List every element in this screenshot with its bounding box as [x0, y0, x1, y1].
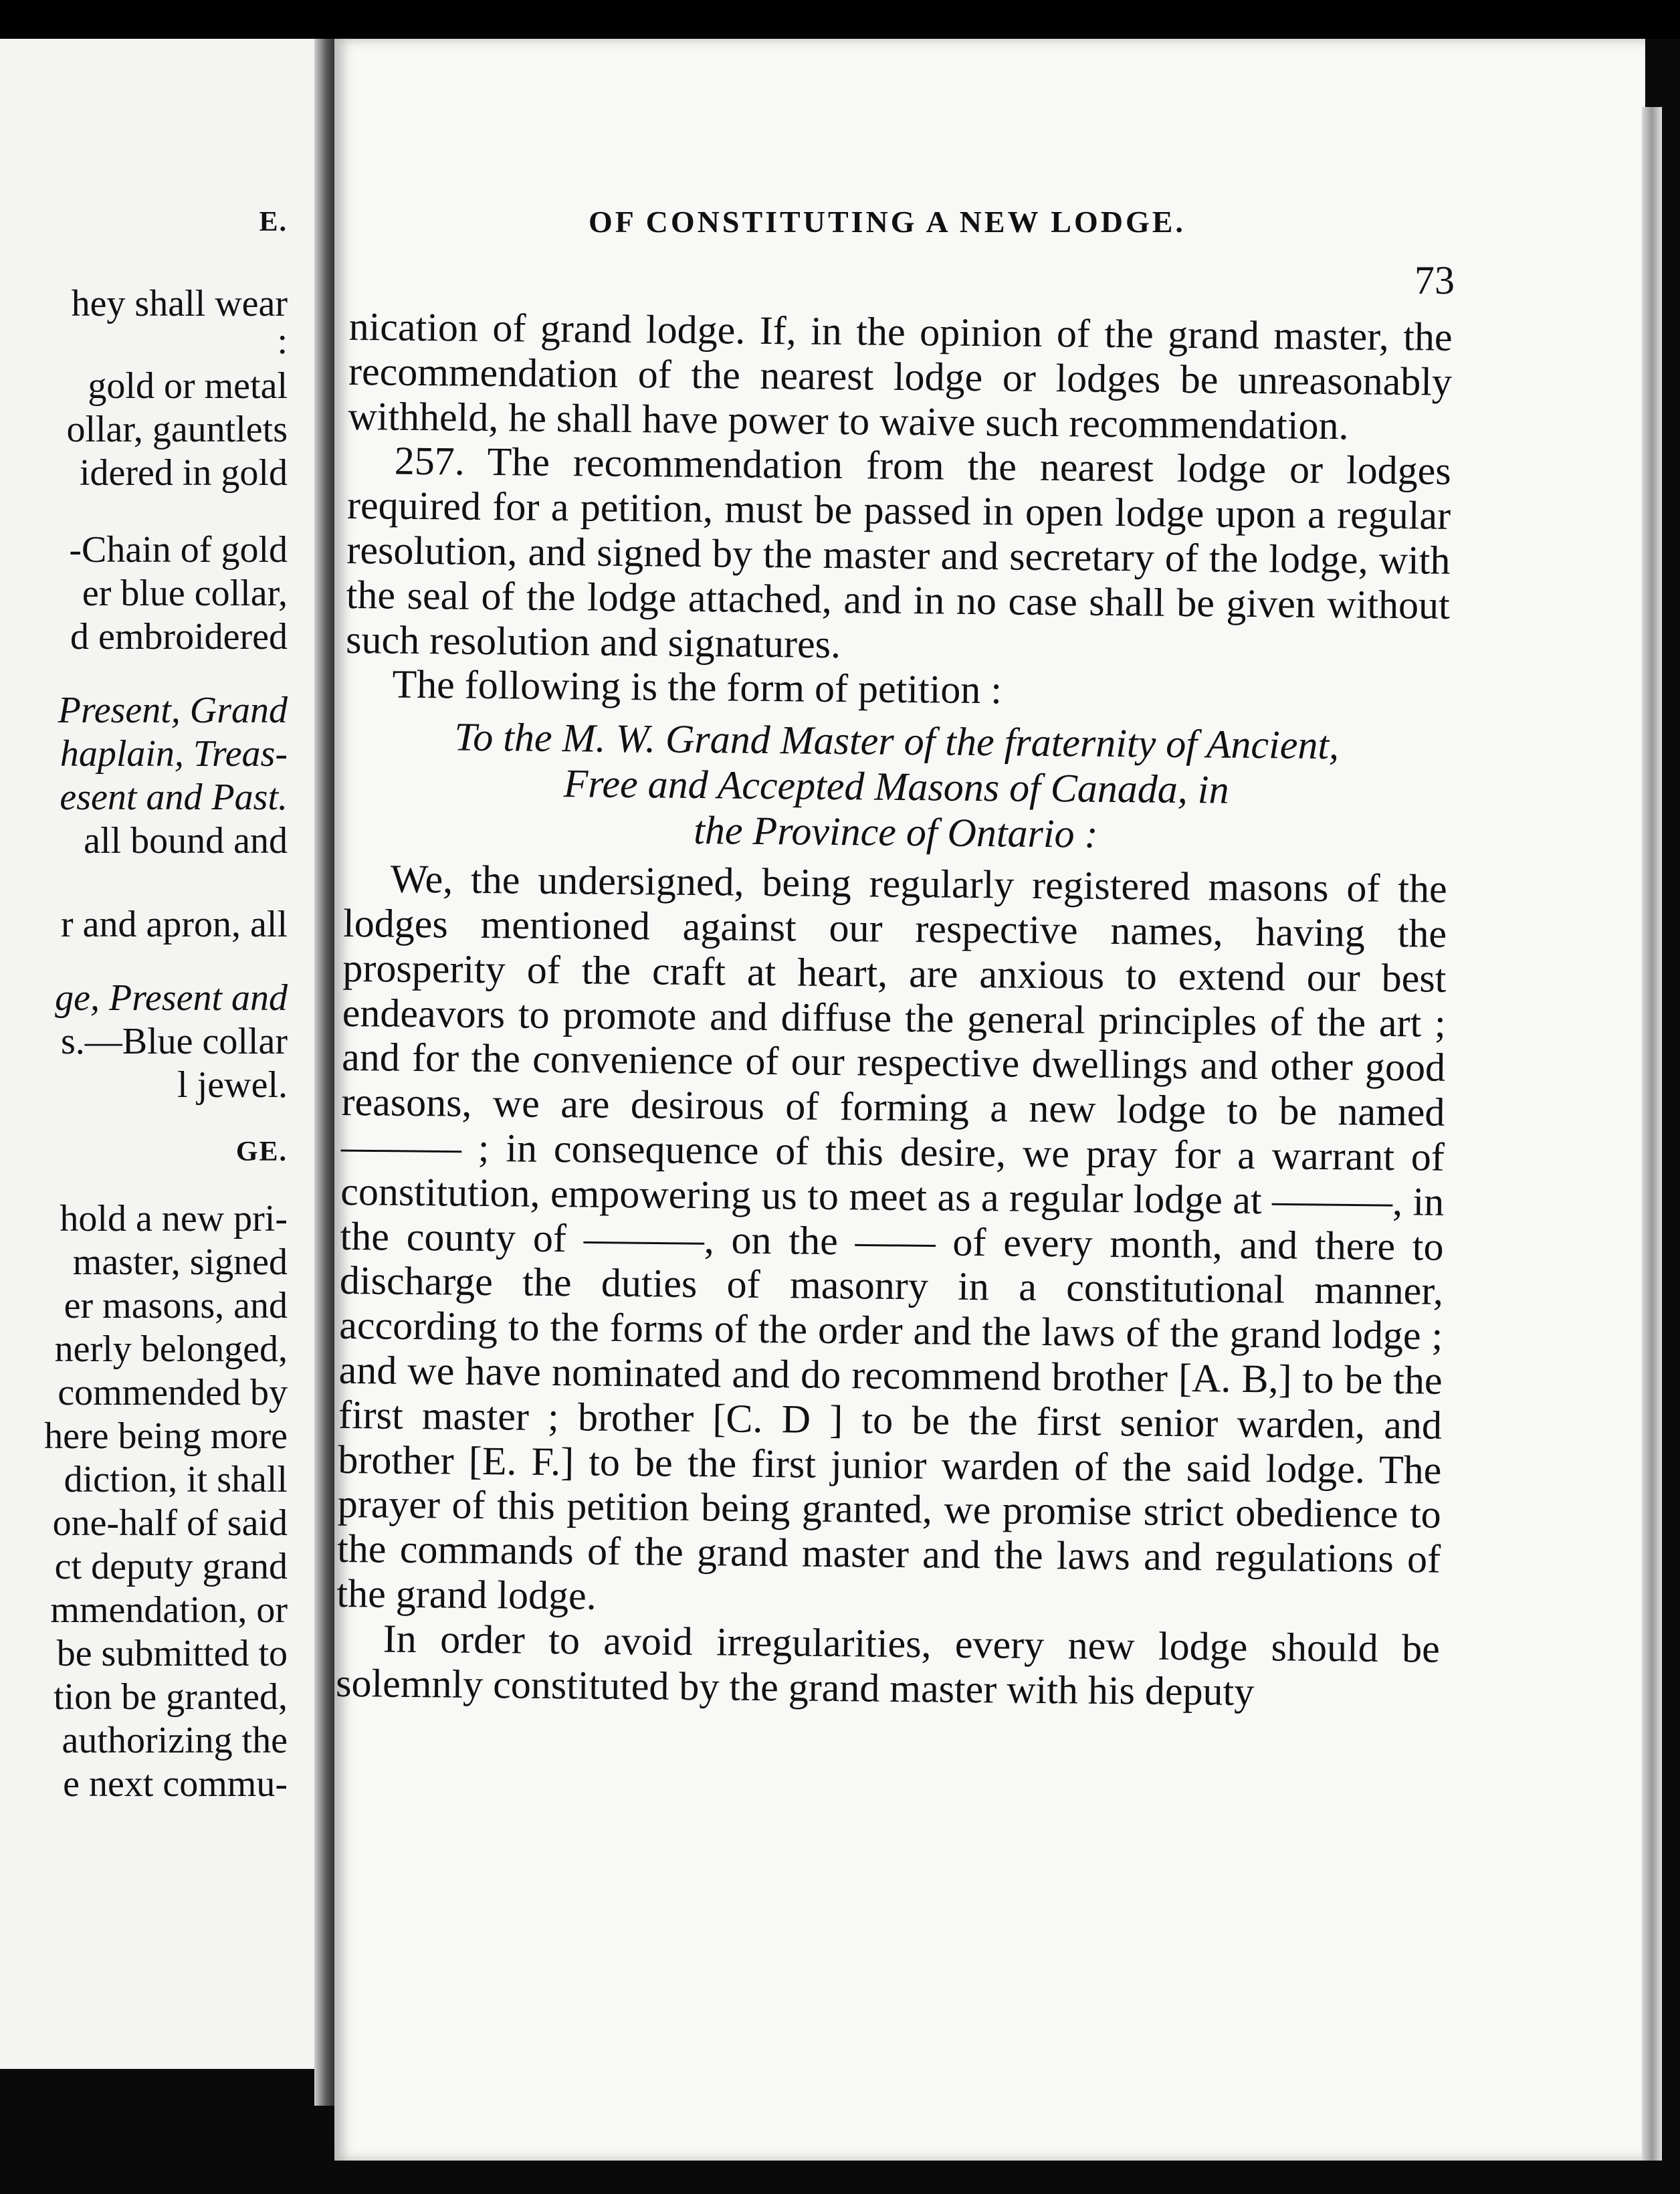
- left-page-line: r and apron, all: [61, 904, 288, 945]
- page-edge: [1642, 107, 1662, 2161]
- left-page-line: mmendation, or: [50, 1589, 288, 1631]
- left-page-line: master, signed: [72, 1241, 288, 1283]
- page-number: 73: [1414, 258, 1455, 302]
- left-page-line: here being more: [44, 1415, 288, 1457]
- left-page-line: er masons, and: [64, 1285, 288, 1326]
- left-page-line: -Chain of gold: [69, 529, 288, 571]
- left-page-line: d embroidered: [70, 616, 288, 658]
- left-page-line: idered in gold: [79, 452, 288, 494]
- address-line: To the M. W. Grand Master of the fraternity of Ancient,: [454, 714, 1340, 768]
- left-page-line: be submitted to: [56, 1633, 288, 1674]
- form-intro: The following is the form of petition :: [392, 662, 1003, 712]
- left-page-line: tion be granted,: [54, 1676, 288, 1718]
- left-page-line: ct deputy grand: [54, 1546, 288, 1587]
- left-page-line: haplain, Treas-: [60, 733, 288, 775]
- left-page-line: gold or metal: [88, 365, 288, 407]
- left-page-line: s.—Blue collar: [60, 1021, 288, 1062]
- left-page-line: one-half of said: [52, 1502, 288, 1544]
- left-page-line: :: [277, 320, 288, 362]
- left-page-line: nerly belonged,: [54, 1328, 288, 1370]
- top-black-band: [0, 0, 1680, 39]
- address-line: the Province of Ontario :: [694, 808, 1098, 856]
- left-page-line: er blue collar,: [82, 573, 288, 614]
- running-header: OF CONSTITUTING A NEW LODGE.: [589, 205, 1186, 239]
- final-paragraph: In order to avoid irregularities, every new lodge should be solemnly constituted by the grand master with his deputy: [335, 1616, 1441, 1714]
- left-page-line: hey shall wear: [71, 283, 288, 324]
- left-page-line: e next commu-: [63, 1763, 288, 1805]
- left-page-line: ge, Present and: [55, 977, 288, 1019]
- left-page-line: diction, it shall: [64, 1459, 288, 1500]
- paragraph-continuation: nication of grand lodge. If, in the opinion of the grand master, the recommendation of the nearest lodge or lodges be unreasonably withheld, he shall have power to waive such recommendation.: [348, 304, 1453, 447]
- address-line: Free and Accepted Masons of Canada, in: [563, 761, 1229, 812]
- left-page-line: authorizing the: [62, 1720, 288, 1761]
- left-page-line: hold a new pri-: [60, 1198, 288, 1239]
- left-page-line: commended by: [58, 1372, 288, 1413]
- left-page: [0, 39, 314, 2069]
- paragraph-257: 257. The recommendation from the nearest lodge or lodges required for a petition, must be passed in open lodge upon a regular resolution, and signed by the master and secretary of the lodge, with the seal of the lodge attached, and in no case shall be given without such resolution and signatures.: [345, 439, 1452, 666]
- left-page-line: esent and Past.: [60, 777, 288, 818]
- left-page-line: l jewel.: [177, 1064, 288, 1106]
- left-page-line: GE.: [235, 1136, 288, 1167]
- left-page-line: all bound and: [84, 820, 288, 862]
- left-page-line: Present, Grand: [58, 690, 288, 731]
- left-page-line: E.: [259, 207, 288, 237]
- petition-address: [344, 713, 1449, 860]
- page-body: [336, 304, 1453, 1716]
- petition-text: We, the undersigned, being regularly registered masons of the lodges mentioned against our respective names, having the prosperity of the craft at heart, are anxious to extend our best endeavors to promote and diffuse the general principles of the art ; and for the convenience of our respective dwellings and other good reasons, we are desirous of forming a new lodge to be named ——— ; in consequence of this desire, we pray for a warrant of constitution, empowering us to meet as a regular lodge at ———, in the county of ———, on the —— of every month, and there to discharge the duties of masonry in a constitutional manner, according to the forms of the order and the laws of the grand lodge ; and we have nominated and do recommend brother [A. B,] to be the first master ; brother [C. D ] to be the first senior warden, and brother [E. F.] to be the first junior warden of the said lodge. The prayer of this petition being granted, we promise strict obedience to the commands of the grand master and the laws and regulations of the grand lodge.: [336, 856, 1448, 1618]
- left-page-line: ollar, gauntlets: [66, 409, 288, 450]
